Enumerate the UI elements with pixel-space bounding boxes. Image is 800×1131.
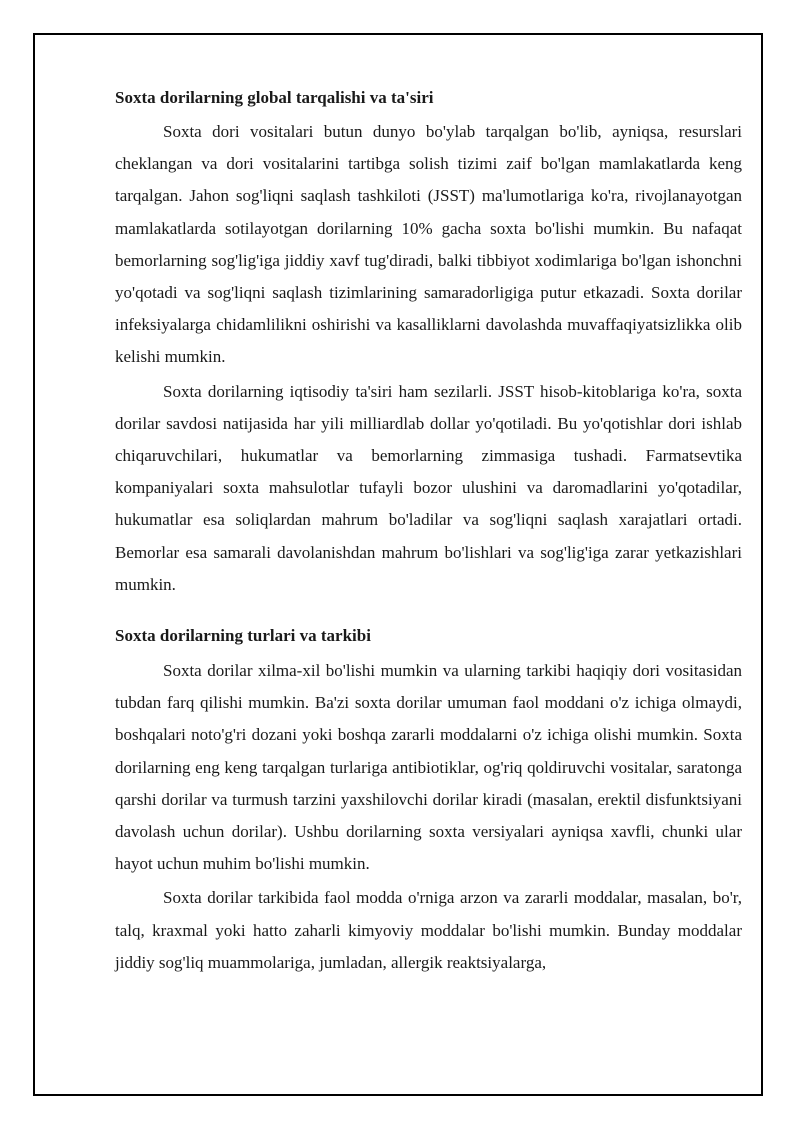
paragraph: Soxta dori vositalari butun dunyo bo'ylab tarqalgan bo'lib, ayniqsa, resurslari cheklangan va dori vositalarini tartibga solish tizimi zaif bo'lgan mamlakatlarda keng tarqalgan. Jahon sog'liqni saqlash tashkiloti (JSST) ma'lumotlariga ko'ra, rivojlanayotgan mamlakatlarda sotilayotgan dorilarning 10% gacha soxta bo'lishi mumkin. Bu nafaqat bemorlarning sog'lig'iga jiddiy xavf tug'diradi, balki tibbiyot xodimlariga bo'lgan ishonchni yo'qotadi va sog'liqni saqlash tizimlarining samaradorligiga putur etkazadi. Soxta dorilar infeksiyalarga chidamlilikni oshirishi va kasalliklarni davolashda muvaffaqiyatsizlikka olib kelishi mumkin. (115, 122, 742, 367)
paragraph: Soxta dorilar tarkibida faol modda o'rniga arzon va zararli moddalar, masalan, bo'r, talq, kraxmal yoki hatto zaharli kimyoviy moddalar bo'lishi mumkin. Bunday moddalar jiddiy sog'liq muammolariga, jumladan, allergik reaktsiyalarga, (115, 888, 742, 972)
section-heading: Soxta dorilarning global tarqalishi va ta'siri (115, 88, 434, 107)
paragraph: Soxta dorilar xilma-xil bo'lishi mumkin va ularning tarkibi haqiqiy dori vositasidan tubdan farq qilishi mumkin. Ba'zi soxta dorilar umuman faol moddani o'z ichiga olmaydi, boshqalari noto'g'ri dozani yoki boshqa zararli moddalarni o'z ichiga olishi mumkin. Soxta dorilarning eng keng tarqalgan turlariga antibiotiklar, og'riq qoldiruvchi vositalar, saratonga qarshi dorilar va turmush tarzini yaxshilovchi dorilar kiradi (masalan, erektil disfunktsiyani davolash uchun dorilar). Ushbu dorilarning soxta versiyalari ayniqsa xavfli, chunki ular hayot uchun muhim bo'lishi mumkin. (115, 661, 742, 874)
document-body (115, 86, 742, 979)
section-heading: Soxta dorilarning turlari va tarkibi (115, 626, 371, 646)
paragraph: Soxta dorilarning iqtisodiy ta'siri ham sezilarli. JSST hisob-kitoblariga ko'ra, soxta dorilar savdosi natijasida har yili milliardlab dollar yo'qotiladi. Bu yo'qotishlar dori ishlab chiqaruvchilari, hukumatlar va bemorlarning zimmasiga tushadi. Farmatsevtika kompaniyalari soxta mahsulotlar tufayli bozor ulushini va daromadlarini yo'qotadilar, hukumatlar esa soliqlardan mahrum bo'ladilar va sog'liqni saqlash xarajatlari ortadi. Bemorlar esa samarali davolanishdan mahrum bo'lishlari va sog'lig'iga zarar yetkazishlari mumkin. (115, 381, 742, 594)
